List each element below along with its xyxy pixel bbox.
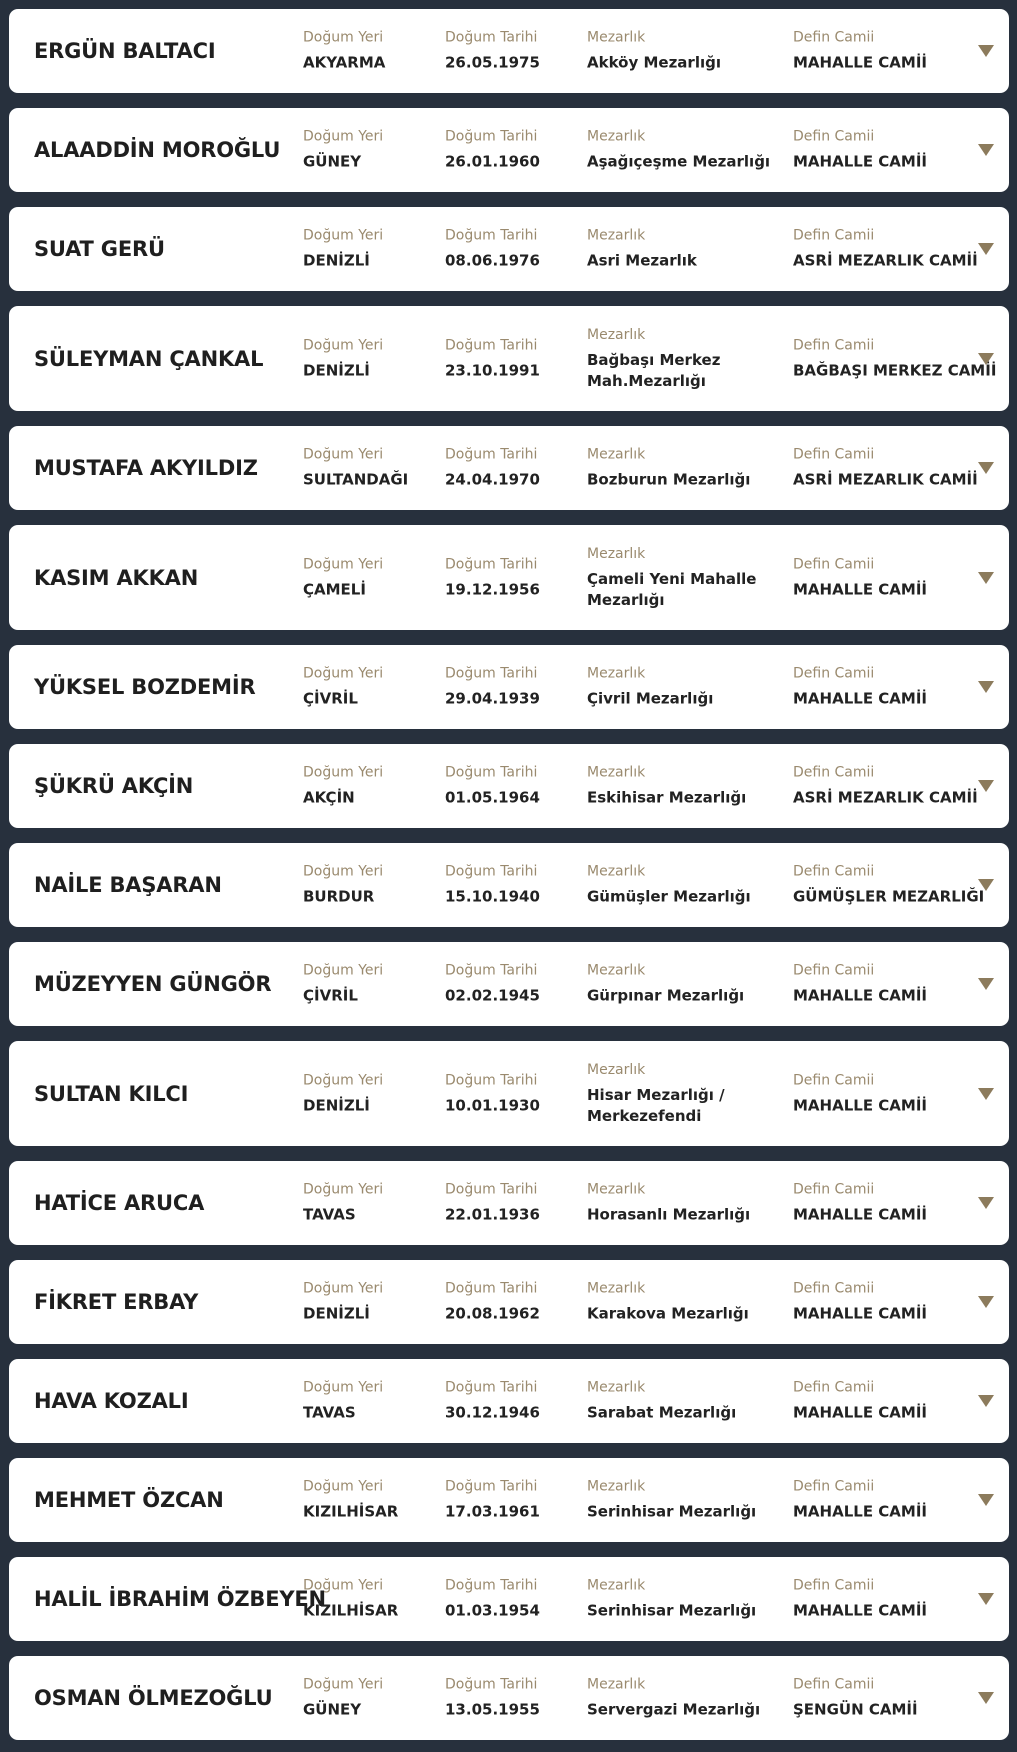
cemetery-field — [587, 1181, 772, 1226]
cemetery-field — [587, 326, 772, 392]
birthplace-field — [303, 1379, 383, 1424]
cemetery-value: Servergazi Mezarlığı — [587, 1700, 761, 1719]
record-card[interactable] — [9, 1161, 1009, 1245]
birthplace-value: TAVAS — [303, 1403, 356, 1422]
birthplace-value: DENİZLİ — [303, 361, 370, 379]
birthdate-value: 29.04.1939 — [445, 689, 540, 708]
birthdate-field — [445, 1577, 540, 1622]
birthplace-field — [303, 665, 383, 710]
mosque-field — [793, 1676, 918, 1721]
mosque-label: Defin Camii — [793, 128, 875, 145]
mosque-value: MAHALLE CAMİİ — [793, 1403, 927, 1422]
birthplace-label: Doğum Yeri — [303, 1379, 384, 1396]
cemetery-field — [587, 665, 772, 710]
deceased-name: SULTAN KILCI — [34, 1081, 189, 1106]
birthplace-value: ÇAMELİ — [303, 580, 366, 598]
mosque-field — [793, 1181, 927, 1226]
cemetery-field — [587, 1379, 772, 1424]
mosque-label: Defin Camii — [793, 1181, 875, 1198]
deceased-name: MUSTAFA AKYILDIZ — [34, 456, 258, 480]
birthplace-field — [303, 962, 383, 1007]
deceased-name: HATİCE ARUCA — [34, 1191, 205, 1215]
cemetery-label: Mezarlık — [587, 446, 646, 463]
deceased-name: HALİL İBRAHİM ÖZBEYEN — [34, 1587, 326, 1611]
cemetery-label: Mezarlık — [587, 1379, 646, 1396]
birthplace-field — [303, 227, 383, 272]
birthdate-field — [445, 1478, 540, 1523]
deceased-name: SUAT GERÜ — [34, 237, 165, 261]
mosque-label: Defin Camii — [793, 665, 875, 682]
record-card[interactable] — [9, 843, 1009, 927]
birthplace-label: Doğum Yeri — [303, 337, 384, 353]
birthplace-value: DENİZLİ — [303, 251, 370, 270]
chevron-down-icon[interactable] — [978, 879, 994, 891]
birthdate-label: Doğum Tarihi — [445, 1379, 538, 1396]
record-card[interactable] — [9, 744, 1009, 828]
chevron-down-icon[interactable] — [978, 1197, 994, 1209]
mosque-label: Defin Camii — [793, 1577, 875, 1594]
birthdate-label: Doğum Tarihi — [445, 962, 538, 979]
birthdate-field — [445, 29, 540, 74]
deceased-name: FİKRET ERBAY — [34, 1290, 199, 1314]
birthdate-label: Doğum Tarihi — [445, 665, 538, 682]
birthdate-value: 19.12.1956 — [445, 580, 540, 598]
mosque-field — [793, 1071, 927, 1116]
mosque-value: MAHALLE CAMİİ — [793, 986, 927, 1005]
birthdate-field — [445, 1280, 540, 1325]
birthplace-field — [303, 1181, 383, 1226]
birthplace-value: KIZILHİSAR — [303, 1601, 399, 1620]
cemetery-field — [587, 128, 772, 173]
cemetery-value: Çivril Mezarlığı — [587, 689, 714, 708]
mosque-value: MAHALLE CAMİİ — [793, 1304, 927, 1323]
birthplace-label: Doğum Yeri — [303, 1072, 384, 1088]
cemetery-field — [587, 962, 772, 1007]
birthdate-value: 01.05.1964 — [445, 788, 540, 807]
mosque-field — [793, 1280, 927, 1325]
birthplace-field — [303, 764, 383, 809]
birthdate-field — [445, 336, 540, 381]
birthplace-field — [303, 128, 383, 173]
cemetery-value: Sarabat Mezarlığı — [587, 1403, 737, 1422]
chevron-down-icon[interactable] — [978, 144, 994, 156]
mosque-label: Defin Camii — [793, 764, 875, 781]
cemetery-value: Serinhisar Mezarlığı — [587, 1502, 757, 1521]
birthplace-value: BURDUR — [303, 887, 375, 906]
birthdate-label: Doğum Tarihi — [445, 1676, 538, 1693]
record-card[interactable] — [9, 942, 1009, 1026]
cemetery-field — [587, 1061, 772, 1127]
cemetery-field — [587, 1577, 772, 1622]
cemetery-label: Mezarlık — [587, 1061, 646, 1078]
birthplace-field — [303, 336, 383, 381]
mosque-field — [793, 1577, 927, 1622]
birthplace-label: Doğum Yeri — [303, 764, 384, 781]
deceased-name: ALAADDİN MOROĞLU — [34, 138, 281, 162]
cemetery-value: Bozburun Mezarlığı — [587, 470, 751, 489]
mosque-field — [793, 227, 978, 272]
cemetery-value: Eskihisar Mezarlığı — [587, 788, 747, 807]
mosque-value: MAHALLE CAMİİ — [793, 53, 927, 72]
birthdate-label: Doğum Tarihi — [445, 128, 538, 145]
birthdate-field — [445, 128, 540, 173]
mosque-field — [793, 1478, 927, 1523]
chevron-down-icon[interactable] — [978, 1296, 994, 1308]
birthplace-label: Doğum Yeri — [303, 863, 384, 880]
chevron-down-icon[interactable] — [978, 1395, 994, 1407]
birthplace-value: ÇİVRİL — [303, 689, 358, 708]
mosque-value: MAHALLE CAMİİ — [793, 152, 927, 171]
cemetery-field — [587, 446, 772, 491]
birthdate-field — [445, 1676, 540, 1721]
record-card[interactable] — [9, 426, 1009, 510]
cemetery-value: Çameli Yeni Mahalle Mezarlığı — [587, 569, 757, 609]
cemetery-label: Mezarlık — [587, 962, 646, 979]
deceased-name: HAVA KOZALI — [34, 1389, 189, 1413]
cemetery-label: Mezarlık — [587, 1577, 646, 1594]
birthplace-field — [303, 446, 408, 491]
record-card[interactable] — [9, 1260, 1009, 1344]
cemetery-field — [587, 545, 772, 611]
birthdate-value: 26.01.1960 — [445, 152, 540, 171]
cemetery-value: Horasanlı Mezarlığı — [587, 1205, 751, 1224]
record-card[interactable] — [9, 1458, 1009, 1542]
cemetery-label: Mezarlık — [587, 29, 646, 46]
cemetery-label: Mezarlık — [587, 326, 646, 343]
mosque-value: GÜMÜŞLER MEZARLIĞI — [793, 887, 985, 906]
deceased-name: OSMAN ÖLMEZOĞLU — [34, 1686, 273, 1710]
record-card[interactable] — [9, 1359, 1009, 1443]
birthplace-value: TAVAS — [303, 1205, 356, 1224]
deceased-name: YÜKSEL BOZDEMİR — [34, 675, 256, 699]
cemetery-field — [587, 1676, 772, 1721]
birthdate-value: 24.04.1970 — [445, 470, 540, 489]
mosque-field — [793, 128, 927, 173]
birthdate-field — [445, 555, 540, 600]
birthdate-value: 08.06.1976 — [445, 251, 540, 270]
cemetery-field — [587, 227, 772, 272]
birthdate-label: Doğum Tarihi — [445, 1577, 538, 1594]
chevron-down-icon[interactable] — [978, 572, 994, 584]
cemetery-field — [587, 29, 772, 74]
cemetery-value: Karakova Mezarlığı — [587, 1304, 749, 1323]
chevron-down-icon[interactable] — [978, 462, 994, 474]
record-card[interactable] — [9, 9, 1009, 93]
birthdate-label: Doğum Tarihi — [445, 1280, 538, 1297]
birthplace-value: KIZILHİSAR — [303, 1502, 399, 1521]
mosque-label: Defin Camii — [793, 227, 875, 244]
birthdate-value: 26.05.1975 — [445, 53, 540, 72]
mosque-field — [793, 29, 927, 74]
cemetery-value: Aşağıçeşme Mezarlığı — [587, 152, 771, 171]
birthplace-value: GÜNEY — [303, 1700, 362, 1719]
birthdate-value: 01.03.1954 — [445, 1601, 540, 1620]
birthplace-field — [303, 1280, 383, 1325]
deceased-name: SÜLEYMAN ÇANKAL — [34, 346, 264, 371]
mosque-value: ASRİ MEZARLIK CAMİİ — [793, 251, 978, 270]
mosque-label: Defin Camii — [793, 1478, 875, 1495]
cemetery-value: Gümüşler Mezarlığı — [587, 887, 751, 906]
birthdate-field — [445, 1071, 540, 1116]
birthplace-value: AKÇİN — [303, 788, 355, 807]
deceased-name: ERGÜN BALTACI — [34, 39, 216, 63]
birthdate-field — [445, 665, 540, 710]
mosque-field — [793, 962, 927, 1007]
birthplace-field — [303, 863, 383, 908]
cemetery-label: Mezarlık — [587, 1280, 646, 1297]
mosque-label: Defin Camii — [793, 1280, 875, 1297]
birthplace-label: Doğum Yeri — [303, 1181, 384, 1198]
chevron-down-icon[interactable] — [978, 1593, 994, 1605]
chevron-down-icon[interactable] — [978, 243, 994, 255]
mosque-value: ASRİ MEZARLIK CAMİİ — [793, 470, 978, 489]
cemetery-field — [587, 764, 772, 809]
cemetery-value: Asri Mezarlık — [587, 251, 697, 270]
birthdate-label: Doğum Tarihi — [445, 764, 538, 781]
cemetery-label: Mezarlık — [587, 128, 646, 145]
record-card[interactable] — [9, 645, 1009, 729]
mosque-value: MAHALLE CAMİİ — [793, 1096, 927, 1114]
record-card[interactable] — [9, 1656, 1009, 1740]
birthplace-field — [303, 1478, 398, 1523]
birthdate-label: Doğum Tarihi — [445, 337, 538, 353]
birthplace-label: Doğum Yeri — [303, 29, 384, 46]
cemetery-label: Mezarlık — [587, 764, 646, 781]
cemetery-value: Bağbaşı Merkez Mah.Mezarlığı — [587, 350, 721, 390]
birthdate-field — [445, 863, 540, 908]
birthplace-label: Doğum Yeri — [303, 446, 384, 463]
cemetery-value: Hisar Mezarlığı / Merkezefendi — [587, 1085, 725, 1125]
cemetery-label: Mezarlık — [587, 545, 646, 562]
birthplace-label: Doğum Yeri — [303, 1676, 384, 1693]
chevron-down-icon[interactable] — [978, 1692, 994, 1704]
mosque-value: MAHALLE CAMİİ — [793, 1502, 927, 1521]
birthdate-value: 17.03.1961 — [445, 1502, 540, 1521]
birthplace-label: Doğum Yeri — [303, 556, 384, 572]
deceased-name: ŞÜKRÜ AKÇİN — [34, 774, 194, 798]
birthplace-value: DENİZLİ — [303, 1096, 370, 1114]
birthplace-field — [303, 1676, 383, 1721]
birthplace-value: ÇİVRİL — [303, 986, 358, 1005]
chevron-down-icon[interactable] — [978, 353, 994, 365]
birthplace-field — [303, 1071, 383, 1116]
birthplace-label: Doğum Yeri — [303, 665, 384, 682]
mosque-value: ŞENGÜN CAMİİ — [793, 1700, 918, 1719]
mosque-label: Defin Camii — [793, 1676, 875, 1693]
birthplace-value: DENİZLİ — [303, 1304, 370, 1323]
birthdate-field — [445, 227, 540, 272]
mosque-field — [793, 863, 984, 908]
birthdate-label: Doğum Tarihi — [445, 1478, 538, 1495]
birthplace-label: Doğum Yeri — [303, 227, 384, 244]
birthplace-label: Doğum Yeri — [303, 1577, 384, 1594]
birthdate-value: 15.10.1940 — [445, 887, 540, 906]
mosque-value: BAĞBAŞI MERKEZ CAMİİ — [793, 361, 997, 379]
chevron-down-icon[interactable] — [978, 978, 994, 990]
deceased-name: NAİLE BAŞARAN — [34, 873, 222, 897]
chevron-down-icon[interactable] — [978, 1088, 994, 1100]
mosque-value: ASRİ MEZARLIK CAMİİ — [793, 788, 978, 807]
birthdate-value: 02.02.1945 — [445, 986, 540, 1005]
mosque-field — [793, 1379, 927, 1424]
birthplace-value: AKYARMA — [303, 53, 386, 72]
mosque-field — [793, 336, 996, 381]
birthdate-label: Doğum Tarihi — [445, 863, 538, 880]
chevron-down-icon[interactable] — [978, 681, 994, 693]
mosque-label: Defin Camii — [793, 863, 875, 880]
birthplace-label: Doğum Yeri — [303, 1280, 384, 1297]
mosque-label: Defin Camii — [793, 1379, 875, 1396]
birthplace-label: Doğum Yeri — [303, 1478, 384, 1495]
birthdate-label: Doğum Tarihi — [445, 556, 538, 572]
record-card[interactable] — [9, 108, 1009, 192]
birthdate-field — [445, 1379, 540, 1424]
cemetery-value: Akköy Mezarlığı — [587, 53, 721, 72]
mosque-field — [793, 764, 978, 809]
mosque-value: MAHALLE CAMİİ — [793, 580, 927, 598]
mosque-field — [793, 665, 927, 710]
record-card[interactable] — [9, 1557, 1009, 1641]
mosque-value: MAHALLE CAMİİ — [793, 689, 927, 708]
mosque-field — [793, 555, 927, 600]
mosque-label: Defin Camii — [793, 337, 875, 353]
chevron-down-icon[interactable] — [978, 1494, 994, 1506]
birthdate-value: 10.01.1930 — [445, 1096, 540, 1114]
birthdate-field — [445, 446, 540, 491]
record-card[interactable] — [9, 1041, 1009, 1146]
birthplace-value: GÜNEY — [303, 152, 362, 171]
birthplace-field — [303, 555, 383, 600]
cemetery-label: Mezarlık — [587, 863, 646, 880]
chevron-down-icon[interactable] — [978, 780, 994, 792]
birthplace-value: SULTANDAĞI — [303, 470, 409, 489]
birthplace-label: Doğum Yeri — [303, 962, 384, 979]
record-card[interactable] — [9, 207, 1009, 291]
chevron-down-icon[interactable] — [978, 45, 994, 57]
deceased-name: KASIM AKKAN — [34, 565, 199, 590]
birthdate-label: Doğum Tarihi — [445, 446, 538, 463]
deceased-name: MEHMET ÖZCAN — [34, 1488, 224, 1512]
birthdate-field — [445, 962, 540, 1007]
birthplace-field — [303, 1577, 398, 1622]
record-card[interactable] — [9, 525, 1009, 630]
birthdate-value: 30.12.1946 — [445, 1403, 540, 1422]
cemetery-value: Serinhisar Mezarlığı — [587, 1601, 757, 1620]
record-card[interactable] — [9, 306, 1009, 411]
cemetery-label: Mezarlık — [587, 227, 646, 244]
cemetery-label: Mezarlık — [587, 1676, 646, 1693]
mosque-label: Defin Camii — [793, 29, 875, 46]
birthdate-label: Doğum Tarihi — [445, 227, 538, 244]
mosque-value: MAHALLE CAMİİ — [793, 1205, 927, 1224]
birthdate-value: 20.08.1962 — [445, 1304, 540, 1323]
birthdate-value: 13.05.1955 — [445, 1700, 540, 1719]
mosque-field — [793, 446, 978, 491]
birthdate-value: 22.01.1936 — [445, 1205, 540, 1224]
cemetery-field — [587, 863, 772, 908]
birthdate-field — [445, 764, 540, 809]
birthdate-label: Doğum Tarihi — [445, 1181, 538, 1198]
mosque-value: MAHALLE CAMİİ — [793, 1601, 927, 1620]
birthdate-field — [445, 1181, 540, 1226]
mosque-label: Defin Camii — [793, 446, 875, 463]
birthdate-label: Doğum Tarihi — [445, 1072, 538, 1088]
cemetery-label: Mezarlık — [587, 665, 646, 682]
birthplace-label: Doğum Yeri — [303, 128, 384, 145]
mosque-label: Defin Camii — [793, 1072, 875, 1088]
birthdate-label: Doğum Tarihi — [445, 29, 538, 46]
cemetery-field — [587, 1280, 772, 1325]
birthplace-field — [303, 29, 385, 74]
mosque-label: Defin Camii — [793, 962, 875, 979]
cemetery-label: Mezarlık — [587, 1478, 646, 1495]
deceased-name: MÜZEYYEN GÜNGÖR — [34, 972, 272, 996]
mosque-label: Defin Camii — [793, 556, 875, 572]
cemetery-value: Gürpınar Mezarlığı — [587, 986, 745, 1005]
cemetery-label: Mezarlık — [587, 1181, 646, 1198]
birthdate-value: 23.10.1991 — [445, 361, 540, 379]
cemetery-field — [587, 1478, 772, 1523]
